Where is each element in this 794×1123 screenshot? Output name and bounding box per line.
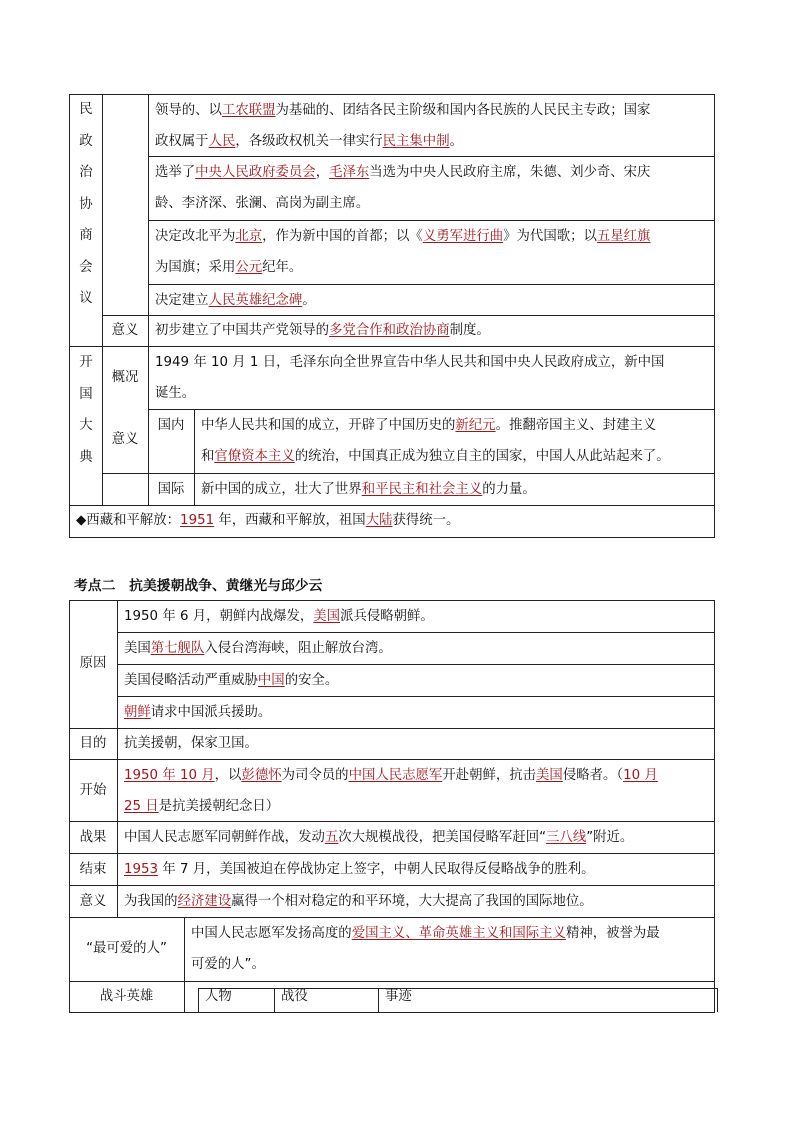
- key-term: 毛泽东: [329, 165, 370, 180]
- text-segment: 》为代国歌；以: [503, 229, 597, 244]
- key-term: 中国人民志愿军: [348, 768, 443, 783]
- label-char: 政: [79, 133, 93, 149]
- text-segment: 的安全。: [284, 673, 339, 688]
- political-row-4: [155, 285, 711, 316]
- text-line: [155, 95, 711, 126]
- text-segment: 中国人民志愿军同朝鲜作战，发动: [124, 830, 325, 845]
- text-line: [124, 854, 594, 885]
- text-segment: 决定建立: [155, 293, 209, 308]
- text-segment: 年，西藏和平解放，祖国: [214, 513, 366, 528]
- text-line: [76, 505, 459, 536]
- key-term: 三八线: [546, 830, 587, 845]
- label-char: 会: [79, 259, 93, 275]
- text-line: [155, 126, 711, 157]
- text-segment: 精神，被誉为最: [565, 926, 660, 941]
- cause-row-1: [124, 601, 434, 632]
- political-row-1: [155, 95, 711, 157]
- text-segment: 1950 年 6 月，朝鲜内战爆发，: [124, 609, 314, 624]
- text-segment: 请求中国派兵援助。: [150, 705, 272, 720]
- text-segment: 初步建立了中国共产党领导的: [155, 323, 330, 338]
- text-segment: 为我国的: [124, 894, 178, 909]
- label-char: 议: [79, 291, 93, 306]
- text-segment: 的力量。: [482, 482, 536, 497]
- start: [124, 760, 658, 822]
- key-term: 10 月: [623, 768, 658, 783]
- key-term: 中央人民政府委员会: [195, 165, 316, 180]
- key-term: 官僚资本主义: [214, 449, 295, 464]
- text-segment: 决定改北平为: [155, 229, 236, 244]
- cause-row-3: [124, 665, 338, 696]
- text-segment: ”附近。: [586, 830, 634, 845]
- label-char: 大: [79, 418, 93, 433]
- key-term: 五: [324, 830, 339, 845]
- goal: [124, 728, 258, 759]
- text-line: [155, 315, 490, 346]
- text-segment: 领导的、以: [155, 103, 222, 118]
- text-segment: 纪年。: [262, 260, 303, 275]
- text-segment: 选举了: [155, 165, 196, 180]
- founding-international-label: 国际: [157, 482, 185, 497]
- text-segment: 中华人民共和国的成立，开辟了中国历史的: [201, 418, 456, 433]
- text-segment: 入侵台湾海峡，阻止解放台湾。: [204, 641, 392, 656]
- goal-label: 目的: [79, 736, 107, 751]
- key-term: 大陆: [365, 513, 393, 528]
- key-term: 新纪元: [455, 418, 496, 433]
- key-term: 公元: [235, 260, 263, 275]
- text-line: [124, 822, 633, 853]
- text-segment: 为国旗；采用: [155, 260, 236, 275]
- text-line: [201, 410, 670, 441]
- key-term: 民主集中制: [382, 134, 450, 149]
- label-char: 国: [79, 386, 93, 402]
- text-segment: 抗美援朝，保家卫国。: [124, 736, 258, 751]
- text-segment: 获得统一。: [392, 513, 460, 528]
- key-term: 义勇军进行曲: [422, 229, 504, 244]
- key-term: 朝鲜: [124, 705, 151, 720]
- text-line: [191, 918, 660, 949]
- text-line: [155, 347, 664, 378]
- start-label: 开始: [79, 783, 107, 798]
- text-segment: 的统治，中国真正成为独立自主的国家，中国人从此站起来了。: [294, 449, 670, 464]
- founding-international: [201, 474, 536, 505]
- text-segment: 可爱的人”。: [191, 957, 265, 972]
- text-segment: 派兵侵略朝鲜。: [340, 609, 434, 624]
- text-segment: 侵略者。（: [562, 768, 624, 783]
- text-line: [124, 791, 658, 822]
- label-char: 开: [79, 355, 93, 370]
- key-term: 1953: [124, 862, 159, 877]
- text-segment: 中国人民志愿军发扬高度的: [191, 926, 352, 941]
- text-segment: 次大规模战役，把美国侵略军赶回“: [338, 830, 547, 845]
- label-char: 典: [79, 449, 93, 465]
- heroes-label: 战斗英雄: [99, 989, 154, 1004]
- label-char: 民: [79, 102, 93, 117]
- text-line: [155, 157, 711, 188]
- founding-overview: [155, 347, 664, 409]
- key-term: 和平民主和社会主义: [361, 482, 483, 497]
- result-label: 战果: [79, 830, 107, 845]
- key-term: 彭德怀: [241, 768, 282, 783]
- text-segment: 龄、李济深、张澜、高岗为副主席。: [155, 196, 370, 211]
- text-line: [124, 601, 434, 632]
- tibet-liberation-note: [76, 505, 459, 536]
- text-line: [124, 728, 258, 759]
- section-title: 考点二 抗美援朝战争、黄继光与邱少云: [74, 578, 323, 594]
- cutest-label: “最可爱的人”: [86, 941, 167, 956]
- text-segment: ，以: [214, 768, 242, 783]
- key-term: 1951: [180, 513, 215, 528]
- text-segment: 。: [302, 293, 316, 308]
- heroes-header-person: 人物: [205, 989, 232, 1004]
- cause-row-4: [124, 697, 271, 728]
- end: [124, 854, 594, 885]
- key-term: 人民: [208, 134, 236, 149]
- cause-row-2: [124, 633, 392, 664]
- meaning-label: 意义: [79, 894, 107, 909]
- heroes-header-deed: 事迹: [385, 989, 412, 1004]
- key-term: 工农联盟: [221, 103, 276, 118]
- key-term: 美国: [313, 609, 341, 624]
- text-segment: 政权属于: [155, 134, 209, 149]
- key-term: 中国: [257, 673, 285, 688]
- political-row-2: [155, 157, 711, 219]
- label-char: 协: [79, 196, 93, 212]
- result: [124, 822, 633, 853]
- text-segment: 1949 年 10 月 1 日，毛泽东向全世界宣告中华人民共和国中央人民政府成立，新中国: [155, 355, 665, 370]
- text-line: [201, 474, 536, 505]
- text-line: [155, 285, 711, 316]
- political-section-label: [70, 94, 102, 346]
- text-segment: 是抗美援朝纪念日）: [158, 799, 280, 814]
- founding-overview-label: 概况: [111, 370, 139, 385]
- text-line: [155, 378, 664, 409]
- founding-section-label: [70, 347, 102, 473]
- text-line: [124, 886, 593, 917]
- text-line: [124, 633, 392, 664]
- founding-domestic-label: 国内: [157, 418, 185, 433]
- text-segment: 。推翻帝国主义、封建主义: [495, 418, 657, 433]
- text-segment: 新中国的成立，壮大了世界: [201, 482, 362, 497]
- political-significance-label: 意义: [111, 323, 139, 338]
- text-segment: 诞生。: [155, 386, 196, 401]
- text-line: [124, 697, 271, 728]
- political-row-3: [155, 221, 711, 283]
- cutest: [191, 918, 660, 980]
- key-term: 五星红旗: [596, 229, 651, 244]
- end-label: 结束: [79, 862, 107, 877]
- cause-label: 原因: [79, 656, 107, 671]
- text-segment: 为基础的、团结各民主阶级和国内各民族的人民民主专政；国家: [275, 103, 651, 118]
- label-char: 商: [79, 228, 93, 243]
- key-term: 25 日: [124, 799, 159, 814]
- key-term: 1950 年 10 月: [124, 768, 215, 783]
- heroes-header-battle: 战役: [281, 989, 308, 1004]
- key-term: 多党合作和政治协商: [329, 323, 450, 338]
- text-line: [155, 252, 711, 283]
- text-segment: 赢得一个相对稳定的和平环境，大大提高了我国的国际地位。: [231, 894, 593, 909]
- text-segment: ◆西藏和平解放：: [76, 513, 181, 528]
- text-segment: 。: [449, 134, 463, 149]
- political-significance: [155, 315, 490, 346]
- key-term: 爱国主义、革命英雄主义和国际主义: [351, 926, 566, 941]
- text-segment: 开赴朝鲜，抗击: [442, 768, 537, 783]
- key-term: 美国: [536, 768, 563, 783]
- text-segment: ，作为新中国的首都；以《: [262, 229, 423, 244]
- label-char: 治: [79, 165, 93, 180]
- meaning: [124, 886, 593, 917]
- text-line: [124, 665, 338, 696]
- text-segment: ，各级政权机关一律实行: [235, 134, 383, 149]
- key-term: 第七舰队: [150, 641, 205, 656]
- text-segment: 美国侵略活动严重威胁: [124, 673, 258, 688]
- founding-significance-label: 意义: [111, 432, 139, 447]
- key-term: 北京: [235, 229, 263, 244]
- text-segment: 当选为中央人民政府主席，朱德、刘少奇、宋庆: [369, 165, 651, 180]
- key-term: 人民英雄纪念碑: [208, 293, 303, 308]
- text-segment: 为司令员的: [281, 768, 349, 783]
- text-line: [201, 441, 670, 472]
- text-segment: 和: [201, 449, 215, 464]
- founding-domestic: [201, 410, 670, 472]
- text-line: [124, 760, 658, 791]
- text-line: [155, 221, 711, 252]
- text-segment: 美国: [124, 641, 151, 656]
- text-line: [191, 949, 660, 980]
- text-segment: 年 7 月，美国被迫在停战协定上签字，中朝人民取得反侵略战争的胜利。: [158, 862, 595, 877]
- text-segment: 制度。: [449, 323, 490, 338]
- key-term: 经济建设: [177, 894, 232, 909]
- text-segment: ，: [315, 165, 330, 180]
- text-line: [155, 188, 711, 219]
